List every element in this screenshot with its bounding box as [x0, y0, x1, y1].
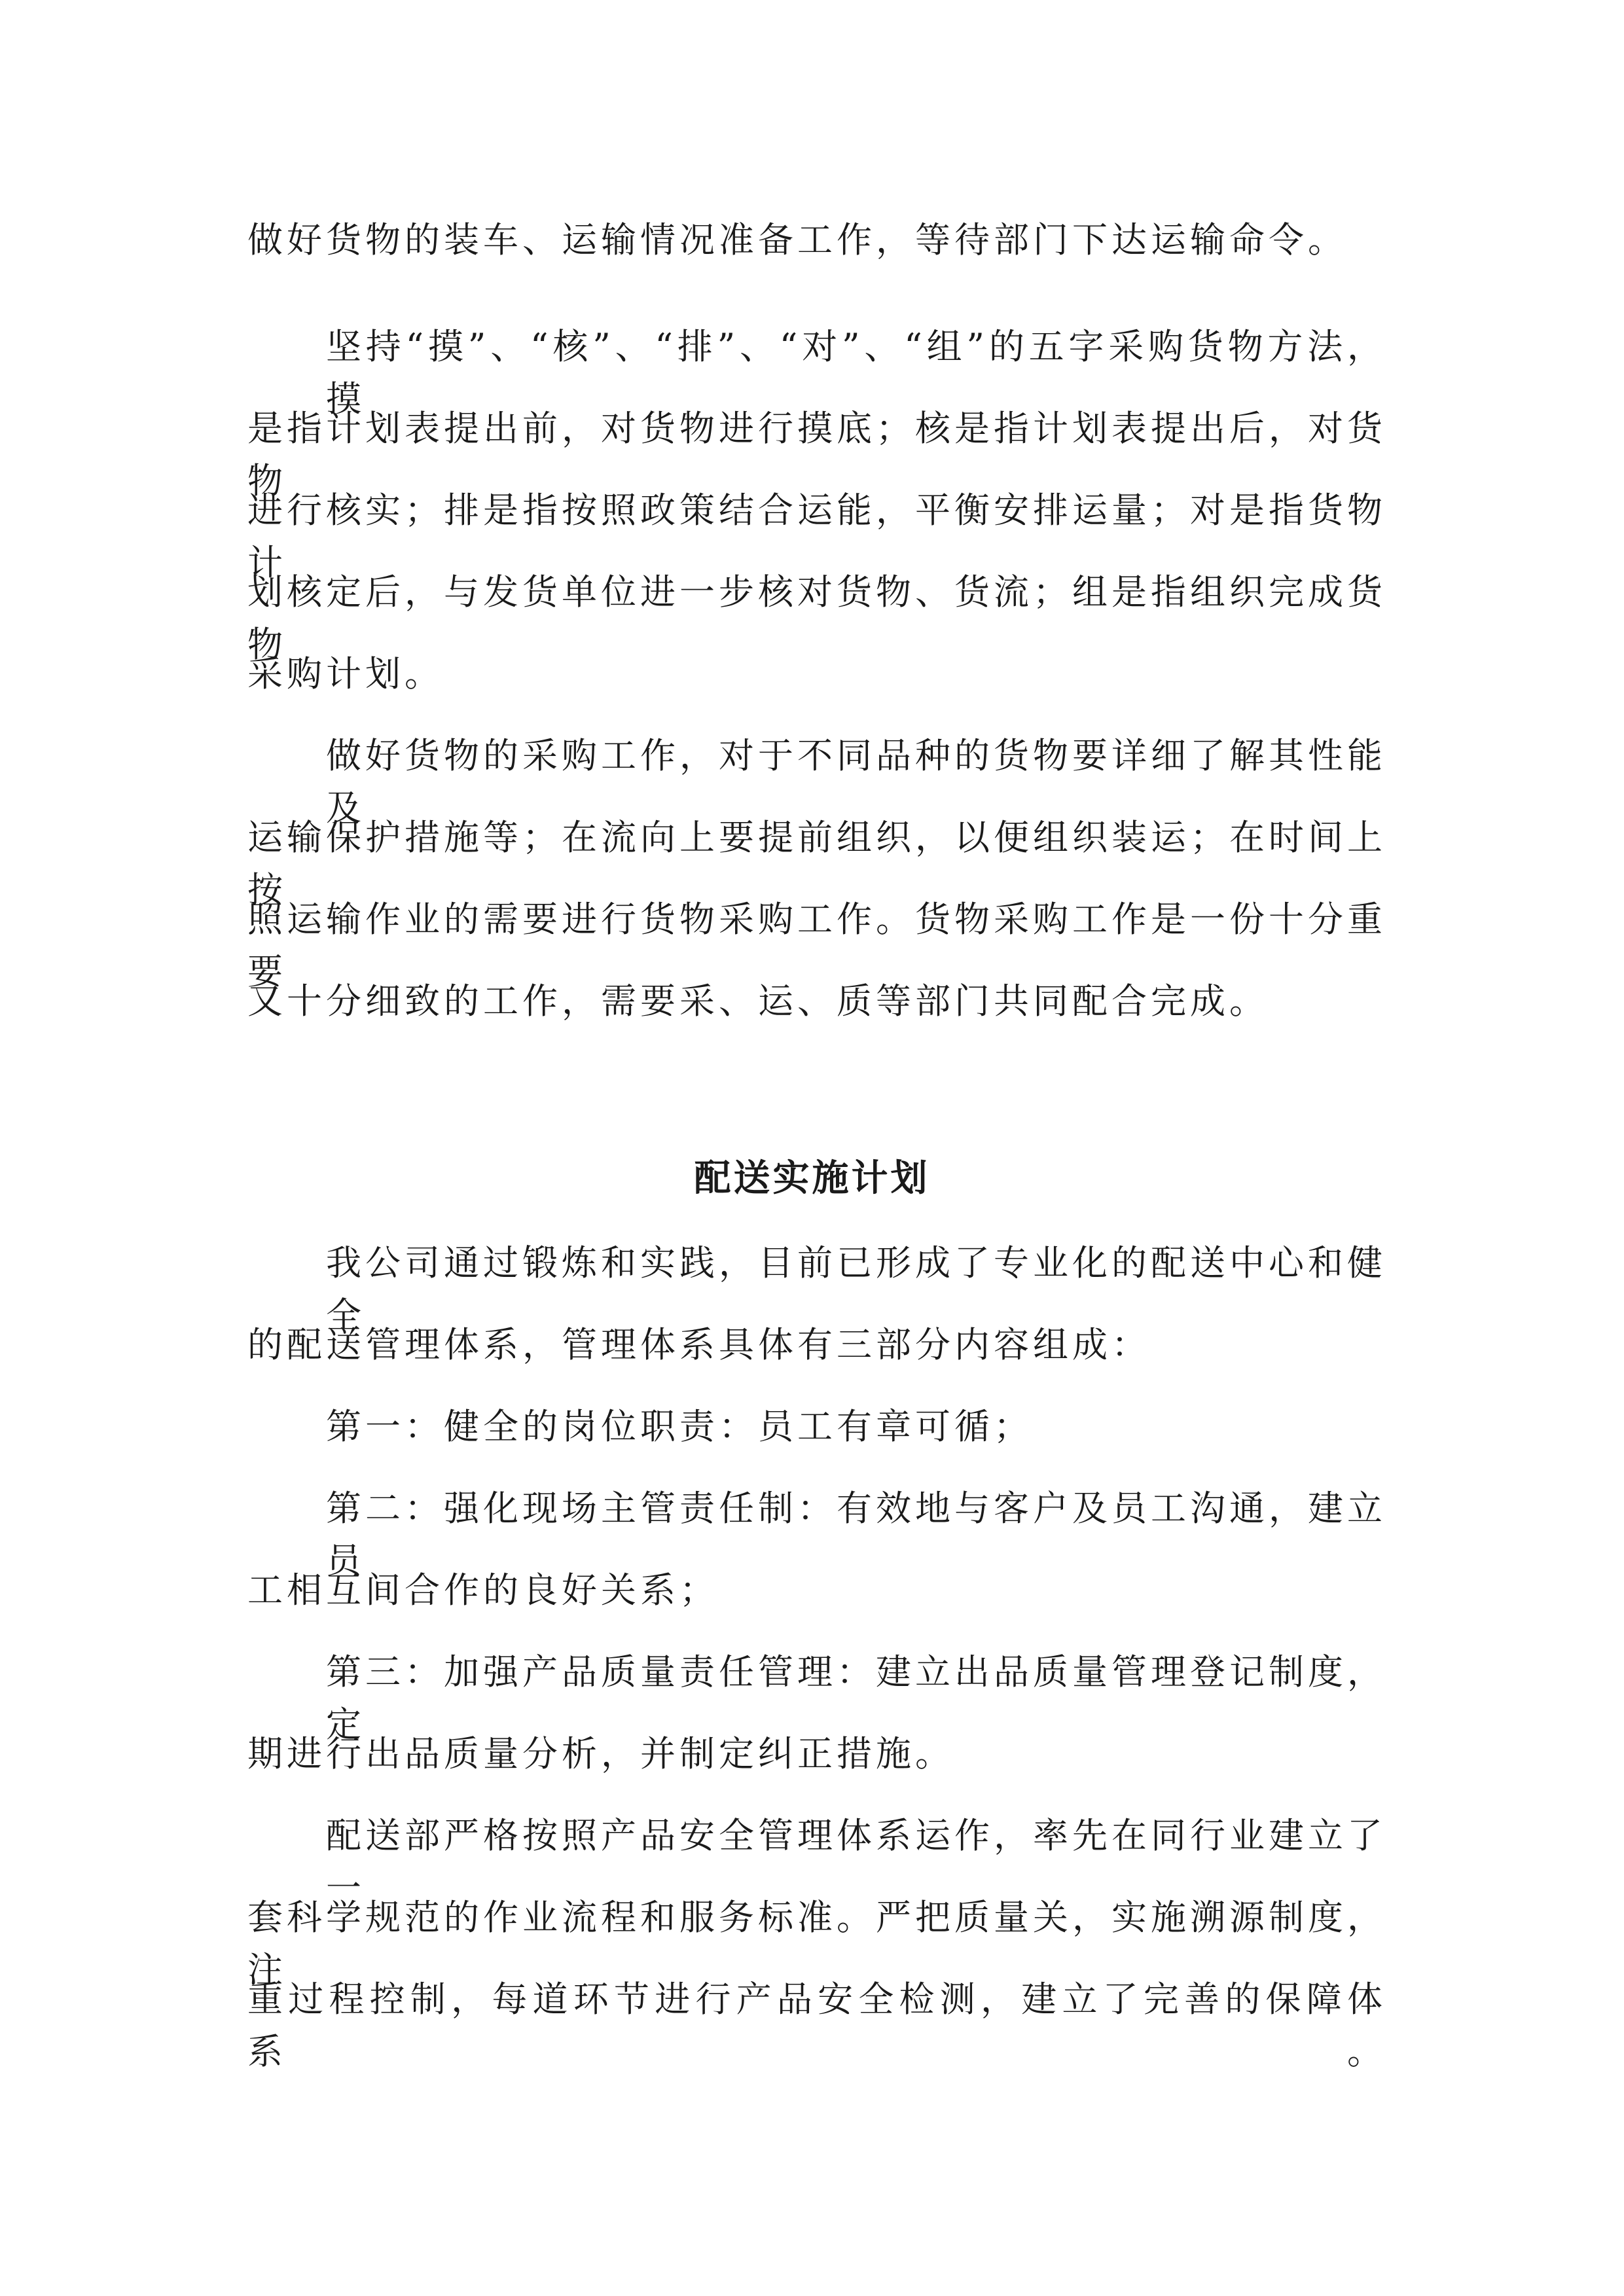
- paragraph-line: 做好货物的采购工作，对于不同品种的货物要详细了解其性能及: [326, 735, 1386, 829]
- paragraph-line: 进行核实；排是指按照政策结合运能，平衡安排运量；对是指货物计: [247, 490, 1386, 583]
- paragraph-line: 工相互间合作的良好关系；: [247, 1570, 719, 1611]
- paragraph-line: 套科学规范的作业流程和服务标准。严把质量关，实施溯源制度，注: [247, 1897, 1386, 1990]
- paragraph-line: 照运输作业的需要进行货物采购工作。货物采购工作是一份十分重要: [247, 899, 1386, 992]
- paragraph-line: 又十分细致的工作，需要采、运、质等部门共同配合完成。: [247, 980, 1269, 1022]
- paragraph-line: 第一：健全的岗位职责：员工有章可循；: [326, 1406, 1033, 1447]
- paragraph-line: 第二：强化现场主管责任制：有效地与客户及员工沟通，建立员: [326, 1488, 1386, 1581]
- paragraph-line: 划核定后，与发货单位进一步核对货物、货流；组是指组织完成货物: [247, 571, 1386, 665]
- paragraph-line: 坚持“摸”、“核”、“排”、“对”、“组”的五字采购货物方法，摸: [326, 326, 1386, 420]
- paragraph-line: 第三：加强产品质量责任管理：建立出品质量管理登记制度，定: [326, 1651, 1386, 1745]
- paragraph-line: 运输保护措施等；在流向上要提前组织，以便组织装运；在时间上按: [247, 817, 1386, 910]
- section-heading: 配送实施计划: [694, 1157, 930, 1200]
- paragraph-line: 做好货物的装车、运输情况准备工作，等待部门下达运输命令。: [247, 219, 1347, 260]
- paragraph-line: 重过程控制，每道环节进行产品安全检测，建立了完善的保障体系。: [247, 1979, 1386, 2072]
- paragraph-line: 采购计划。: [247, 653, 444, 694]
- paragraph-line: 期进行出品质量分析，并制定纠正措施。: [247, 1733, 954, 1774]
- paragraph-line: 是指计划表提出前，对货物进行摸底；核是指计划表提出后，对货物: [247, 408, 1386, 501]
- paragraph-line: 配送部严格按照产品安全管理体系运作，率先在同行业建立了一: [326, 1815, 1386, 1909]
- paragraph-line: 的配送管理体系，管理体系具体有三部分内容组成：: [247, 1324, 1151, 1365]
- paragraph-line: 我公司通过锻炼和实践，目前已形成了专业化的配送中心和健全: [326, 1242, 1386, 1336]
